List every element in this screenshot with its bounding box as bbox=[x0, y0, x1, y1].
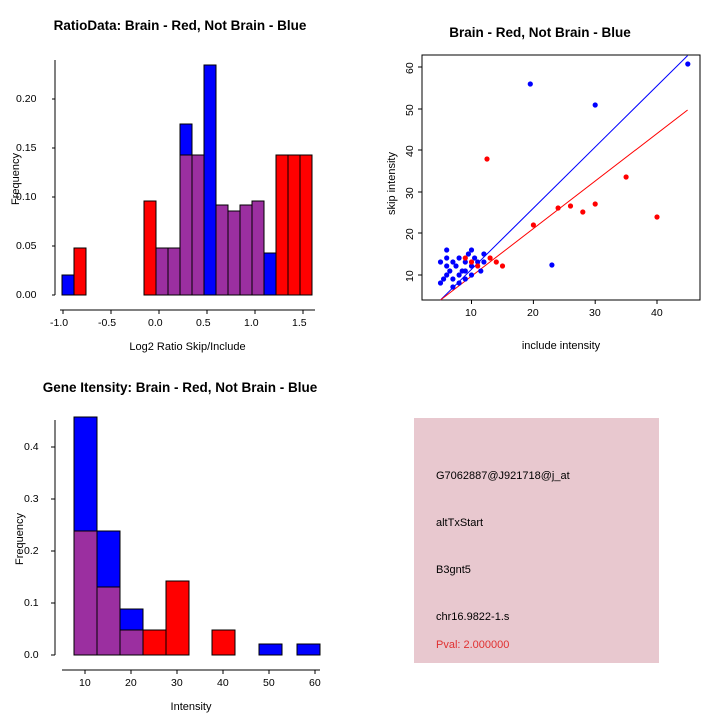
panel-hist-ratio bbox=[0, 0, 360, 360]
hist-gene-ytick-3: 0.3 bbox=[24, 493, 39, 505]
hist-ratio-ytick-1: 0.05 bbox=[16, 240, 37, 252]
hist-ratio-plot bbox=[0, 0, 360, 360]
info-line-gene: B3gnt5 bbox=[436, 564, 471, 576]
hist-gene-xtick-4: 50 bbox=[263, 677, 275, 689]
hist-ratio-xtick-3: 0.5 bbox=[196, 317, 211, 329]
scatter-xtick-3: 40 bbox=[651, 307, 663, 319]
hist-gene-xtick-2: 30 bbox=[171, 677, 183, 689]
hist-ratio-ytick-2: 0.10 bbox=[16, 191, 37, 203]
panel-hist-gene bbox=[0, 360, 360, 720]
info-line-locus: chr16.9822-1.s bbox=[436, 611, 510, 623]
panel-info bbox=[414, 418, 659, 663]
hist-gene-xtick-1: 20 bbox=[125, 677, 137, 689]
hist-ratio-title: RatioData: Brain - Red, Not Brain - Blue bbox=[53, 18, 307, 33]
hist-gene-bars bbox=[74, 417, 320, 655]
scatter-title: Brain - Red, Not Brain - Blue bbox=[449, 25, 631, 40]
hist-ratio-xtick-4: 1.0 bbox=[244, 317, 259, 329]
hist-ratio-xtick-5: 1.5 bbox=[292, 317, 307, 329]
info-pval: Pval: 2.000000 bbox=[436, 639, 510, 651]
scatter-ytick-3: 40 bbox=[404, 145, 416, 157]
scatter-points-red bbox=[463, 156, 660, 268]
hist-ratio-bars bbox=[62, 65, 312, 295]
hist-ratio-xtick-0: -1.0 bbox=[50, 317, 69, 329]
hist-ratio-xtick-1: -0.5 bbox=[98, 317, 117, 329]
hist-gene-ytick-1: 0.1 bbox=[24, 597, 39, 609]
info-line-probeset: G7062887@J921718@j_at bbox=[436, 470, 570, 482]
panel-scatter bbox=[360, 0, 720, 360]
hist-ratio-ytick-4: 0.20 bbox=[16, 93, 37, 105]
scatter-ytick-5: 60 bbox=[404, 62, 416, 74]
hist-ratio-xtick-2: 0.0 bbox=[148, 317, 163, 329]
scatter-ticks bbox=[418, 67, 657, 304]
hist-ratio-ytick-0: 0.00 bbox=[16, 289, 37, 301]
scatter-xtick-2: 30 bbox=[589, 307, 601, 319]
hist-gene-xtick-0: 10 bbox=[79, 677, 91, 689]
scatter-xtick-1: 20 bbox=[527, 307, 539, 319]
scatter-plot bbox=[360, 0, 720, 360]
hist-gene-xtick-5: 60 bbox=[309, 677, 321, 689]
hist-gene-ytick-2: 0.2 bbox=[24, 545, 39, 557]
hist-gene-xlabel: Intensity bbox=[170, 701, 212, 713]
hist-gene-ytick-0: 0.0 bbox=[24, 649, 39, 661]
hist-ratio-ylabel: Frequency bbox=[10, 153, 22, 205]
scatter-xtick-0: 10 bbox=[465, 307, 477, 319]
scatter-points-blue bbox=[438, 61, 691, 289]
scatter-ytick-4: 50 bbox=[404, 104, 416, 116]
scatter-ytick-2: 30 bbox=[404, 187, 416, 199]
hist-ratio-xlabel: Log2 Ratio Skip/Include bbox=[129, 341, 246, 353]
scatter-xlabel: include intensity bbox=[521, 340, 601, 352]
hist-gene-title: Gene Itensity: Brain - Red, Not Brain - Blue bbox=[42, 380, 318, 395]
hist-gene-ytick-4: 0.4 bbox=[24, 441, 39, 453]
scatter-ytick-1: 20 bbox=[404, 228, 416, 240]
hist-ratio-ytick-3: 0.15 bbox=[16, 142, 37, 154]
hist-gene-ylabel: Frequency bbox=[14, 513, 26, 565]
scatter-ylabel: skip intensity bbox=[386, 152, 398, 215]
hist-gene-xtick-3: 40 bbox=[217, 677, 229, 689]
hist-gene-plot bbox=[0, 360, 360, 720]
scatter-ytick-0: 10 bbox=[404, 270, 416, 282]
info-line-event-type: altTxStart bbox=[436, 517, 484, 529]
